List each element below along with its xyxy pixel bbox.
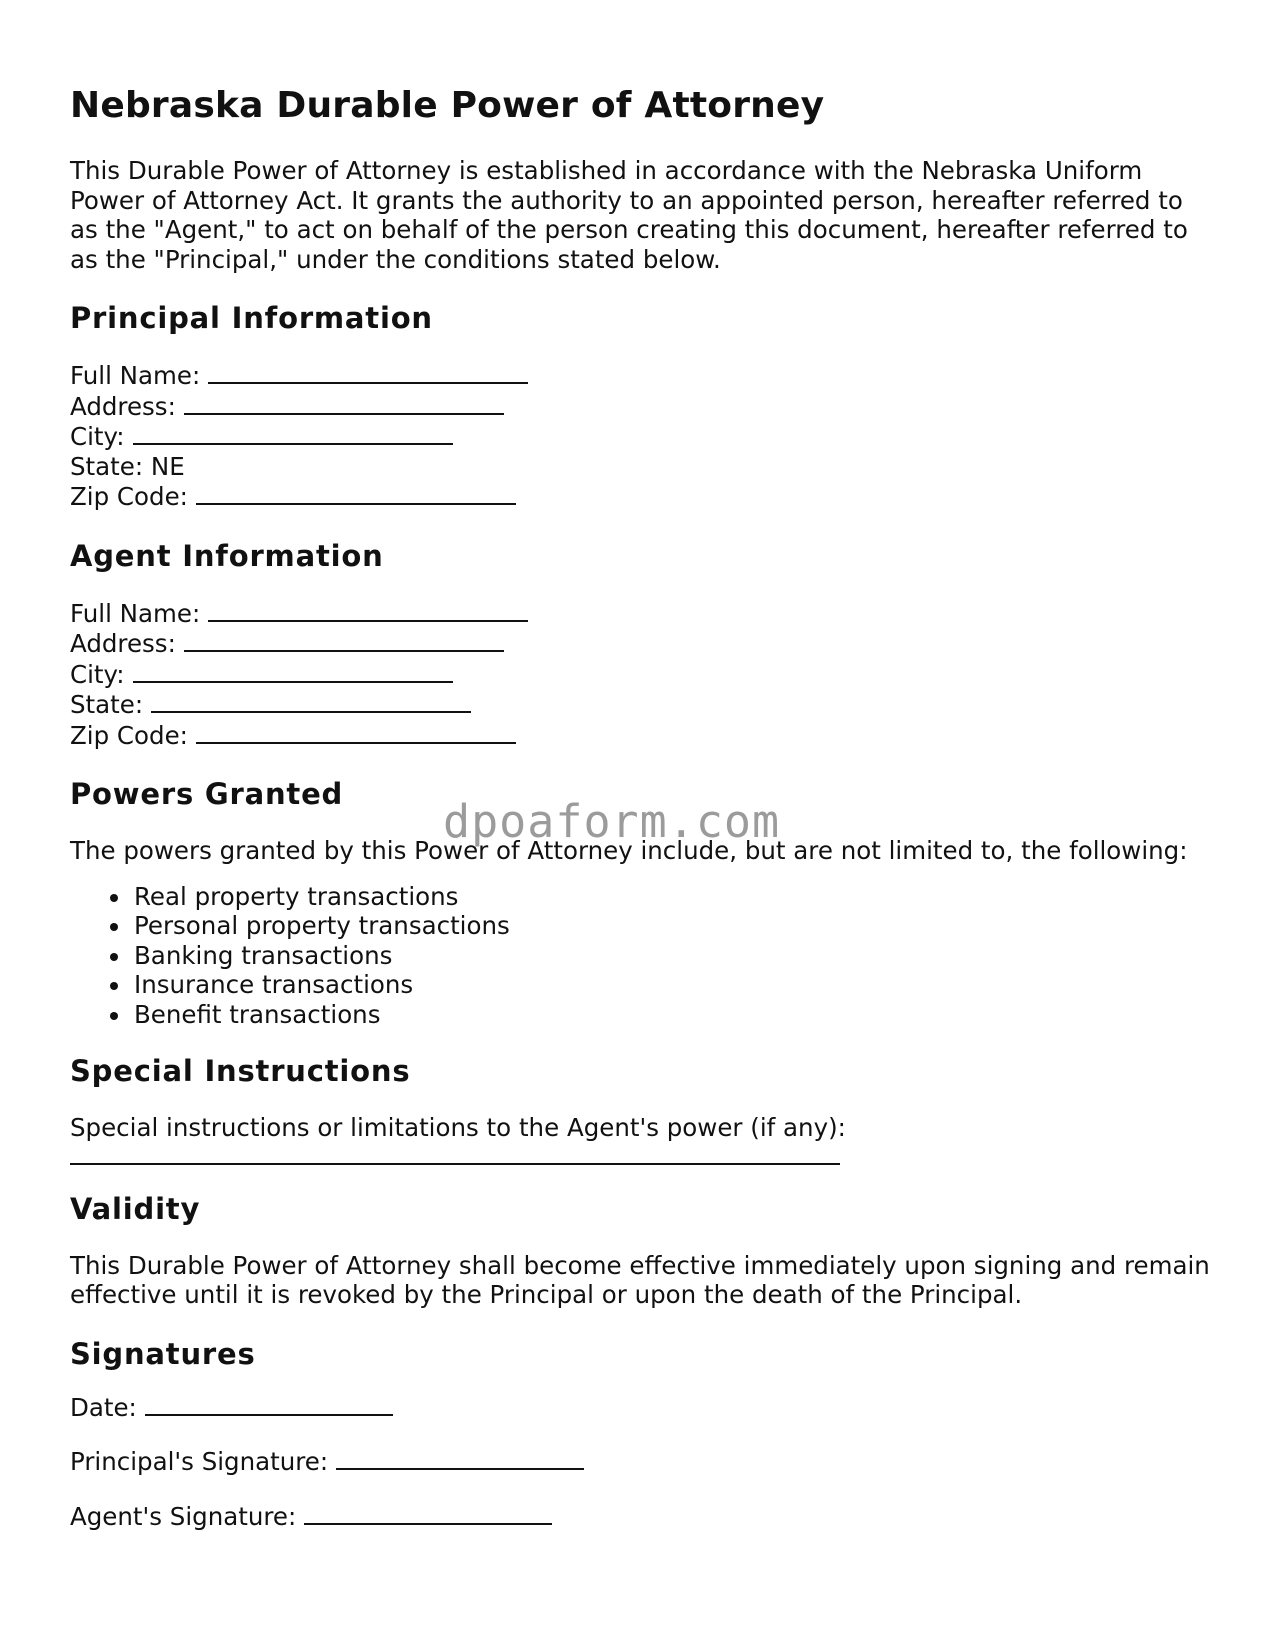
- list-item: • Benefit transactions: [132, 1000, 1210, 1030]
- agent-signature-blank[interactable]: [304, 1501, 552, 1525]
- date-field: Date:: [70, 1392, 1210, 1423]
- principal-address-field: Address:: [70, 391, 1210, 422]
- special-instructions-field: [70, 1157, 1210, 1165]
- date-blank[interactable]: [145, 1392, 393, 1416]
- document-title: Nebraska Durable Power of Attorney: [70, 85, 825, 126]
- special-instructions-blank[interactable]: [70, 1157, 840, 1165]
- agent-state-blank[interactable]: [151, 689, 471, 713]
- principal-signature-field: Principal's Signature:: [70, 1446, 1210, 1477]
- agent-state-field: State:: [70, 689, 1210, 720]
- agent-signature-field: Agent's Signature:: [70, 1501, 1210, 1532]
- principal-state-field: State: NE: [70, 451, 185, 481]
- agent-address-blank[interactable]: [184, 628, 504, 652]
- agent-address-field: Address:: [70, 628, 1210, 659]
- special-instructions-text: Special instructions or limitations to the Agent's power (if any):: [70, 1113, 846, 1142]
- agent-full-name-blank[interactable]: [208, 598, 528, 622]
- principal-city-field: City:: [70, 421, 1210, 452]
- principal-heading: Principal Information: [70, 301, 433, 335]
- agent-zip-blank[interactable]: [196, 720, 516, 744]
- principal-full-name-field: Full Name:: [70, 360, 1210, 391]
- principal-address-blank[interactable]: [184, 391, 504, 415]
- principal-zip-blank[interactable]: [196, 481, 516, 505]
- powers-list: [70, 882, 1210, 1030]
- principal-city-blank[interactable]: [133, 421, 453, 445]
- principal-full-name-blank[interactable]: [208, 360, 528, 384]
- agent-city-field: City:: [70, 659, 1210, 690]
- validity-heading: Validity: [70, 1191, 201, 1226]
- list-item: • Banking transactions: [132, 941, 1210, 971]
- principal-signature-blank[interactable]: [336, 1446, 584, 1470]
- agent-zip-field: Zip Code:: [70, 720, 1210, 751]
- powers-heading: Powers Granted: [70, 777, 344, 811]
- signatures-heading: Signatures: [70, 1336, 256, 1371]
- list-item: • Personal property transactions: [132, 911, 1210, 941]
- agent-full-name-field: Full Name:: [70, 598, 1210, 629]
- list-item: • Insurance transactions: [132, 970, 1210, 1000]
- agent-heading: Agent Information: [70, 538, 384, 573]
- agent-city-blank[interactable]: [133, 659, 453, 683]
- validity-text: This Durable Power of Attorney shall become effective immediately upon signing and remain effective until it is revoked by the Principal or upon the death of the Principal.: [70, 1250, 1210, 1309]
- list-item: • Real property transactions: [132, 882, 1210, 912]
- principal-zip-field: Zip Code:: [70, 481, 1210, 512]
- intro-paragraph: This Durable Power of Attorney is established in accordance with the Nebraska Uniform Power of Attorney Act. It grants the authority to an appointed person, hereafter referred to as the "Agent," to act on behalf of the person creating this document, hereafter referred to as the "Principal," under the conditions stated below.: [70, 156, 1188, 274]
- watermark: dpoaform.com: [443, 795, 781, 848]
- powers-intro: The powers granted by this Power of Attorney include, but are not limited to, the following:: [70, 836, 1188, 865]
- special-instructions-heading: Special Instructions: [70, 1054, 411, 1088]
- agent-fields: [70, 598, 1210, 751]
- principal-fields: [70, 360, 1210, 512]
